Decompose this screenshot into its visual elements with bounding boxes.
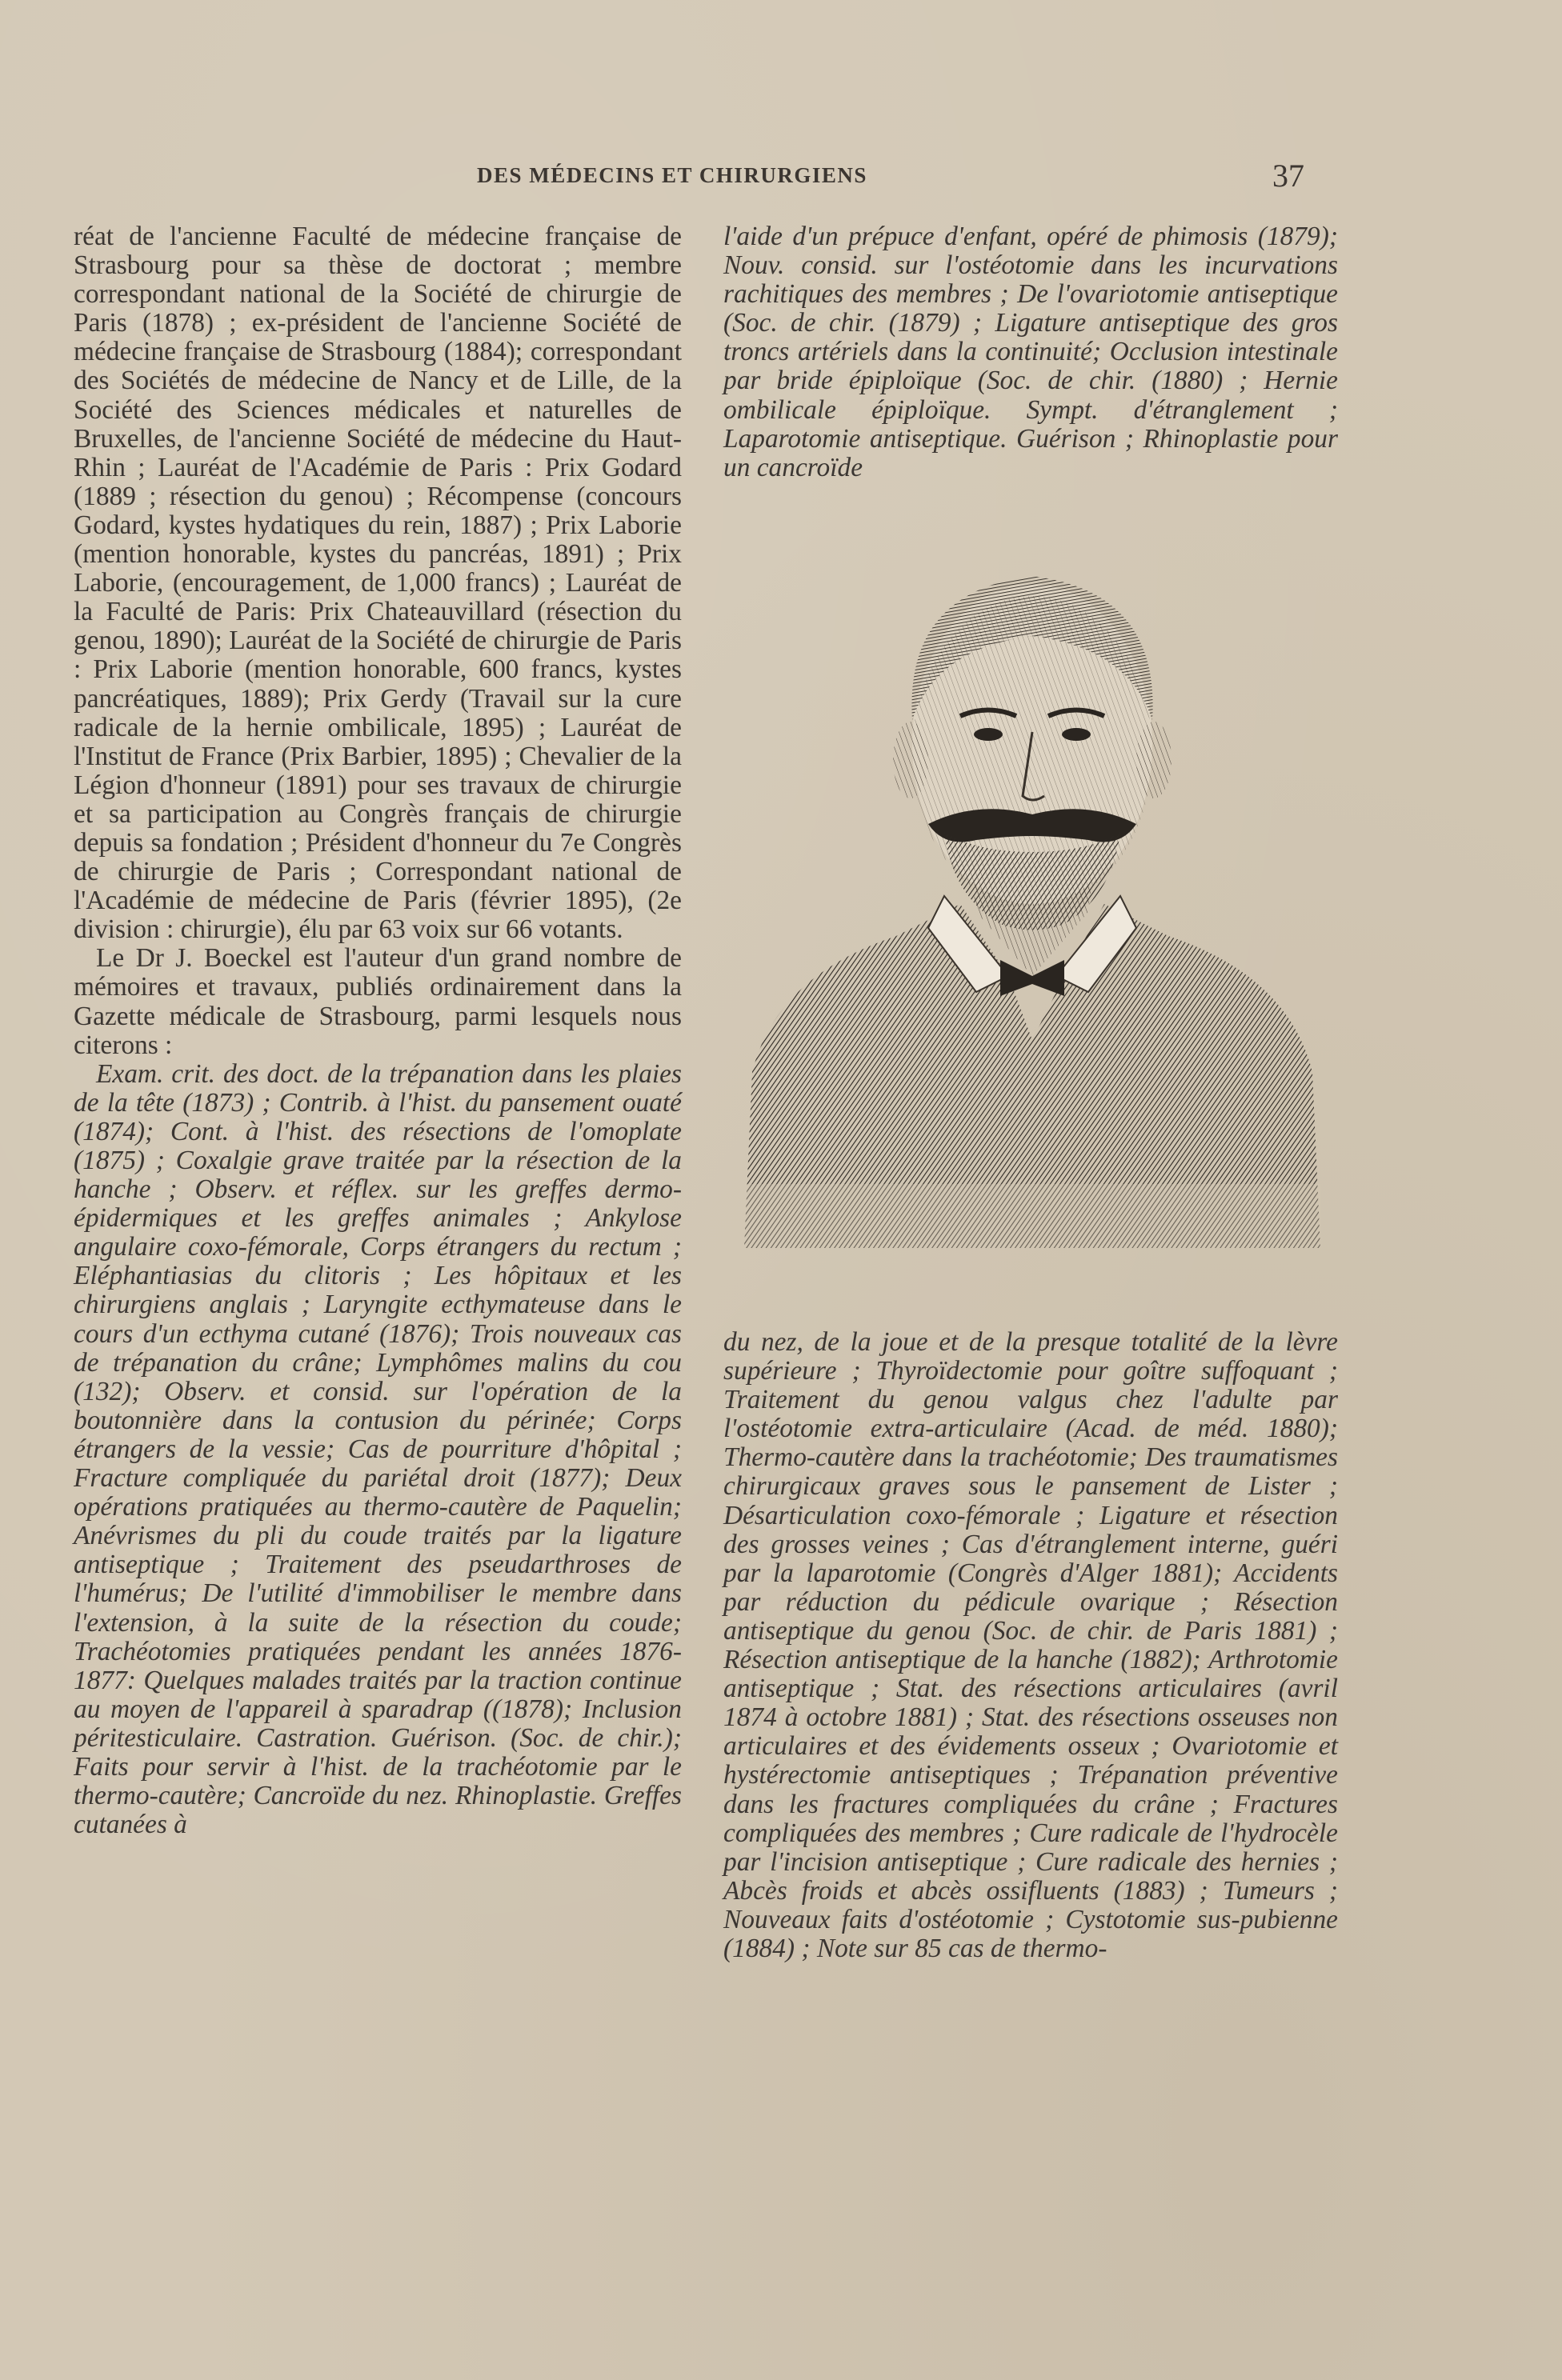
paragraph-honors: réat de l'ancienne Faculté de médecine française de Strasbourg pour sa thèse de doctorat ; membre correspondant national de la Société de chirurgie de Paris (1878) ; ex-président de l'ancienne Société de médecine française de Strasbourg (1884); correspondant des Sociétés de médecine de Nancy et de Lille, de la Société des Sciences médicales et naturelles de Bruxelles, de l'ancienne Société de médecine du Haut-Rhin ; Lauréat de l'Académie de Paris : Prix Godard (1889 ; résection du genou) ; Récompense (concours Godard, kystes hydatiques du rein, 1887) ; Prix Laborie (mention honorable, kystes du pancréas, 1891) ; Prix Laborie, (encouragement, de 1,000 francs) ; Lauréat de la Faculté de Paris: Prix Chateauvillard (résection du genou, 1890); Lauréat de la Société de chirurgie de Paris : Prix Laborie (mention honorable, 600 francs, kystes pancréatiques, 1889); Prix Gerdy (Travail sur la cure radicale de la hernie ombilicale, 1895) ; Lauréat de l'Institut de France (Prix Barbier, 1895) ; Chevalier de la Légion d'honneur (1891) pour ses travaux de chirurgie et sa participation au Congrès français de chirurgie depuis sa fondation ; Président d'honneur du 7e Congrès de chirurgie de Paris ; Correspondant national de l'Académie de médecine de Paris (février 1895), (2e division : chirurgie), élu par 63 voix sur 66 votants. [74, 222, 682, 945]
eye-left [974, 728, 1003, 741]
left-column [74, 222, 682, 2086]
right-column-bottom [723, 1328, 1338, 2080]
portrait-illustration [744, 560, 1320, 1248]
paragraph-works-list: Exam. crit. des doct. de la trépanation dans les plaies de la tête (1873) ; Contrib. à l'hist. du pansement ouaté (1874); Cont. à l'hist. des résections de l'omoplate (1875) ; Coxalgie grave traitée par la résection de la hanche ; Observ. et réflex. sur les greffes dermo-épidermiques et les greffes animales ; Ankylose angulaire coxo-fémorale, Corps étrangers du rectum ; Eléphantiasias du clitoris ; Les hôpitaux et les chirurgiens anglais ; Laryngite ecthymateuse dans le cours d'un ecthyma cutané (1876); Trois nouveaux cas de trépanation du crâne; Lymphômes malins du cou (132); Observ. et consid. sur l'opération de la boutonnière dans la contusion du périnée; Corps étrangers de la vessie; Cas de pourriture d'hôpital ; Fracture compliquée du pariétal droit (1877); Deux opérations pratiquées au thermo-cautère de Paquelin; Anévrismes du pli du coude traités par la ligature antiseptique ; Traitement des pseudarthroses de l'humérus; De l'utilité d'immobiliser le membre dans l'extension, à la suite de la résection du coude; Trachéotomies pratiquées pendant les années 1876-1877: Quelques malades traités par la traction continue au moyen de l'appareil à sparadrap ((1878); Inclusion péritesticulaire. Castration. Guérison. (Soc. de chir.); Faits pour servir à l'hist. de la trachéotomie par le thermo-cautère; Cancroïde du nez. Rhinoplastie. Greffes cutanées à [74, 1058, 682, 1840]
running-head [0, 158, 1562, 194]
paragraph-works-continued: l'aide d'un prépuce d'enfant, opéré de phimosis (1879); Nouv. consid. sur l'ostéotomie dans les incurvations rachitiques des membres ; De l'ovariotomie antiseptique (Soc. de chir. (1879) ; Ligature antiseptique des gros troncs artériels dans la continuité; Occlusion intestinale par bride épiploïque (Soc. de chir. (1880) ; Hernie ombilicale épiploïque. Sympt. d'étranglement ; Laparotomie antiseptique. Guérison ; Rhinoplastie pour un cancroïde [723, 222, 1338, 482]
paragraph-works-final: du nez, de la joue et de la presque totalité de la lèvre supérieure ; Thyroïdectomie pour goître suffoquant ; Traitement du genou valgus chez l'adulte par l'ostéotomie extra-articulaire (Acad. de méd. 1880); Thermo-cautère dans la trachéotomie; Des traumatismes chirurgicaux graves sous le pansement de Lister ; Désarticulation coxo-fémorale ; Ligature et résection des grosses veines ; Cas d'étranglement interne, guéri par la laparotomie (Congrès d'Alger 1881); Accidents par réduction du pédicule ovarique ; Résection antiseptique du genou (Soc. de chir. de Paris 1881) ; Résection antiseptique de la hanche (1882); Arthrotomie antiseptique ; Stat. des résections articulaires (avril 1874 à octobre 1881) ; Stat. des résections osseuses non articulaires et des évidements osseux ; Ovariotomie et hystérectomie antiseptiques ; Trépanation préventive dans les fractures compliquées du crâne ; Fractures compliquées des membres ; Cure radicale de l'hydrocèle par l'incision antiseptique ; Cure radicale des hernies ; Abcès froids et abcès ossifluents (1883) ; Tumeurs ; Nouveaux faits d'ostéotomie ; Cystotomie sus-pubienne (1884) ; Note sur 85 cas de thermo- [723, 1327, 1338, 1963]
eye-right [1062, 728, 1091, 741]
paragraph-intro: Le Dr J. Boeckel est l'auteur d'un grand nombre de mémoires et travaux, publiés ordinairement dans la Gazette médicale de Strasbourg, parmi lesquels nous citerons : [74, 943, 682, 1060]
portrait-fade [744, 1184, 1320, 1248]
portrait-engraving [744, 560, 1320, 1248]
page-number: 37 [1272, 158, 1304, 194]
running-title: DES MÉDECINS ET CHIRURGIENS [477, 163, 867, 187]
ear-left [893, 722, 928, 798]
right-column-top [723, 222, 1338, 518]
ear-right [1136, 722, 1172, 798]
